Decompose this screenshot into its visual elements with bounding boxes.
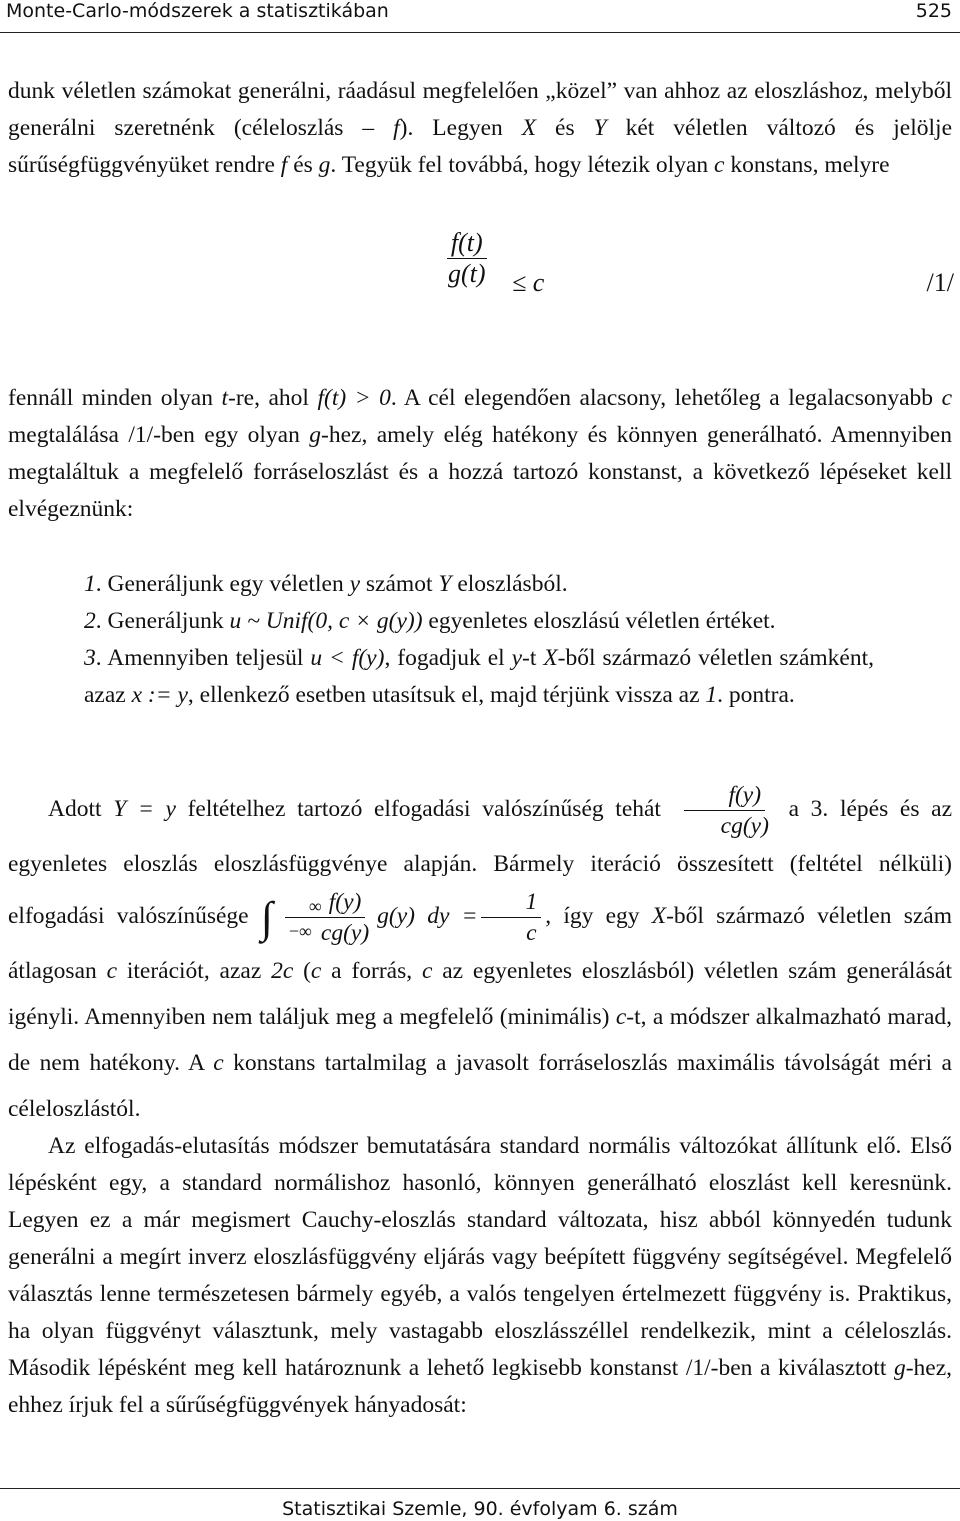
text: -hez, amely elég hatékony és könnyen generálható. Amennyiben megtaláltuk a megfelelő forráseloszlást és a hozzá tartozó konstanst, a következő lépéseket kell elvégeznünk:	[8, 422, 952, 522]
text: dunk véletlen számokat generálni, ráadásul megfelelően „közel” van ahhoz az eloszláshoz, melyből generálni szeretnénk (céleloszlás –	[8, 78, 952, 141]
math-condition: Y = y	[113, 795, 176, 822]
text: és	[536, 115, 594, 141]
acceptance-fraction	[677, 780, 773, 841]
footer-rule	[0, 1488, 960, 1489]
result-fraction	[481, 887, 541, 948]
math-X: X	[521, 115, 537, 141]
text: ). Legyen	[399, 115, 522, 141]
step-3	[84, 640, 874, 714]
text: egyenletes eloszlású véletlen értéket.	[422, 608, 776, 634]
fraction-denominator: cg(y)	[720, 813, 769, 839]
text: konstans tartalmilag a javasolt forráseloszlás maximális távolságát méri a céleloszlástól.	[8, 1050, 952, 1122]
step-number: 2	[84, 608, 96, 634]
text: -t, a módszer alkalmazható marad, de nem hatékony. A	[8, 1004, 952, 1076]
text: számot	[360, 571, 439, 597]
page-number: 525	[915, 0, 952, 22]
math-c: c	[714, 152, 725, 178]
step-1	[84, 566, 874, 603]
fraction-denominator: c	[526, 920, 537, 946]
integral-lower-limit: −∞	[288, 920, 312, 941]
math-X: X	[543, 645, 558, 671]
text: , ellenkező esetben utasítsuk el, majd térjünk vissza az	[187, 682, 706, 708]
fraction-numerator: 1	[481, 887, 541, 918]
step-ref: 1	[705, 682, 718, 708]
text: -t	[522, 645, 544, 671]
text: feltételhez tartozó elfogadási valószínűség tehát	[175, 795, 673, 822]
text: . pontra.	[717, 682, 795, 708]
paragraph-4	[8, 780, 952, 1132]
text: konstans, melyre	[724, 152, 890, 178]
math-c: c	[310, 958, 322, 984]
text: megtalálása /1/-ben egy olyan	[8, 422, 310, 448]
paragraph-5	[8, 1128, 952, 1424]
fraction-denominator: g(t)	[448, 259, 486, 288]
fraction-numerator: f(t)	[447, 228, 487, 259]
text: . Generáljunk egy véletlen	[95, 571, 350, 597]
text: Az elfogadás-elutasítás módszer bemutatására standard normális változókat állítunk elő. Első lépésként egy, a standard normálishoz hasonló, könnyen generálható eloszlást kell keresnünk. Legyen ez a már megismert Cauchy-eloszlás standard változata, hisz abból könnyedén tudunk generálni a megírt inverz eloszlásfüggvény eljárás vagy beépített függvény segítségével. Megfelelő választás lenne természetesen bármely egyéb, a valós tengelyen értelmezett függvény is. Praktikus, ha olyan függvényt választunk, mely vastagabb eloszlásszéllel rendelkezik, mint a céleloszlás. Második lépésként meg kell határoznunk a lehető legkisebb konstanst /1/-ben a kiválasztott	[8, 1133, 952, 1381]
text: két véletlen változó és jelölje sűrűségfüggvényüket rendre	[8, 115, 953, 178]
math-c: c	[213, 1050, 224, 1076]
text: -hez, ehhez írjuk fel a sűrűségfüggvények hányadosát:	[8, 1355, 952, 1418]
text: . Tegyük fel továbbá, hogy létezik olyan	[330, 152, 714, 178]
text: -ből származó véletlen számként, azaz	[84, 645, 875, 708]
math-c: c	[941, 385, 952, 411]
text: (	[293, 958, 311, 984]
paragraph-2	[8, 380, 952, 528]
math-g: g	[893, 1355, 906, 1381]
math-integrand: g(y) dy =	[377, 902, 478, 929]
text: -ből származó véletlen szám átlagosan	[8, 902, 952, 984]
math-y: y	[349, 571, 361, 597]
text: és	[287, 152, 319, 178]
header-title: Monte-Carlo-módszerek a statisztikában	[6, 0, 389, 22]
math-y: y	[511, 645, 523, 671]
math-t: t	[221, 385, 229, 411]
text: fennáll minden olyan	[8, 385, 222, 411]
text: -re, ahol	[228, 385, 318, 411]
math-2c: 2c	[271, 958, 294, 984]
integral-upper-limit: ∞	[308, 895, 322, 916]
step-2	[84, 603, 874, 640]
text: eloszlásból.	[451, 571, 568, 597]
math-assign: x := y	[131, 682, 188, 708]
math-Y: Y	[438, 571, 452, 597]
text: a 3. lépés és az egyenletes eloszlás eloszlásfüggvénye alapján. Bármely iteráció összesített (feltétel nélküli) elfogadási valószínűsége	[8, 795, 953, 929]
math-c: c	[615, 1004, 627, 1030]
fraction-numerator: f(y)	[684, 780, 765, 811]
fraction-numerator: f(y)	[285, 887, 366, 918]
text: az egyenletes eloszlásból) véletlen szám generálását igényli. Amennyiben nem találjuk meg a megfelelő (minimális)	[8, 958, 952, 1030]
text: . A cél elegendően alacsony, lehetőleg a legalacsonyabb	[390, 385, 942, 411]
text: , így egy	[545, 902, 652, 929]
fraction-denominator: cg(y)	[320, 920, 370, 946]
math-c: c	[421, 958, 433, 984]
math-uniform: u ~ Unif(0, c × g(y))	[229, 608, 423, 634]
running-footer: Statisztikai Szemle, 90. évfolyam 6. szám	[282, 1498, 678, 1520]
math-c: c	[106, 958, 118, 984]
text: iterációt, azaz	[117, 958, 272, 984]
step-number: 3	[84, 645, 96, 671]
equation-fraction	[444, 228, 490, 289]
math-condition: f(t) > 0	[317, 385, 391, 411]
math-X: X	[651, 902, 667, 929]
text: . Amennyiben teljesül	[95, 645, 311, 671]
integral-sign: ∫ ∞ −∞	[261, 893, 273, 942]
text: Adott	[48, 795, 114, 822]
text: , fogadjuk el	[384, 645, 512, 671]
math-f: f	[280, 152, 288, 178]
math-f: f	[393, 115, 400, 141]
running-header	[0, 0, 960, 33]
equation-relation: ≤ c	[512, 268, 545, 297]
math-Y: Y	[593, 115, 607, 141]
paragraph-1	[8, 73, 952, 184]
math-inequality: u < f(y)	[310, 645, 385, 671]
algorithm-steps	[84, 566, 874, 714]
text: . Generáljunk	[95, 608, 230, 634]
step-number: 1	[84, 571, 96, 597]
text: a forrás,	[321, 958, 422, 984]
math-g: g	[318, 152, 331, 178]
equation-number: /1/	[926, 268, 954, 297]
math-g: g	[309, 422, 322, 448]
equation-1	[440, 228, 960, 338]
